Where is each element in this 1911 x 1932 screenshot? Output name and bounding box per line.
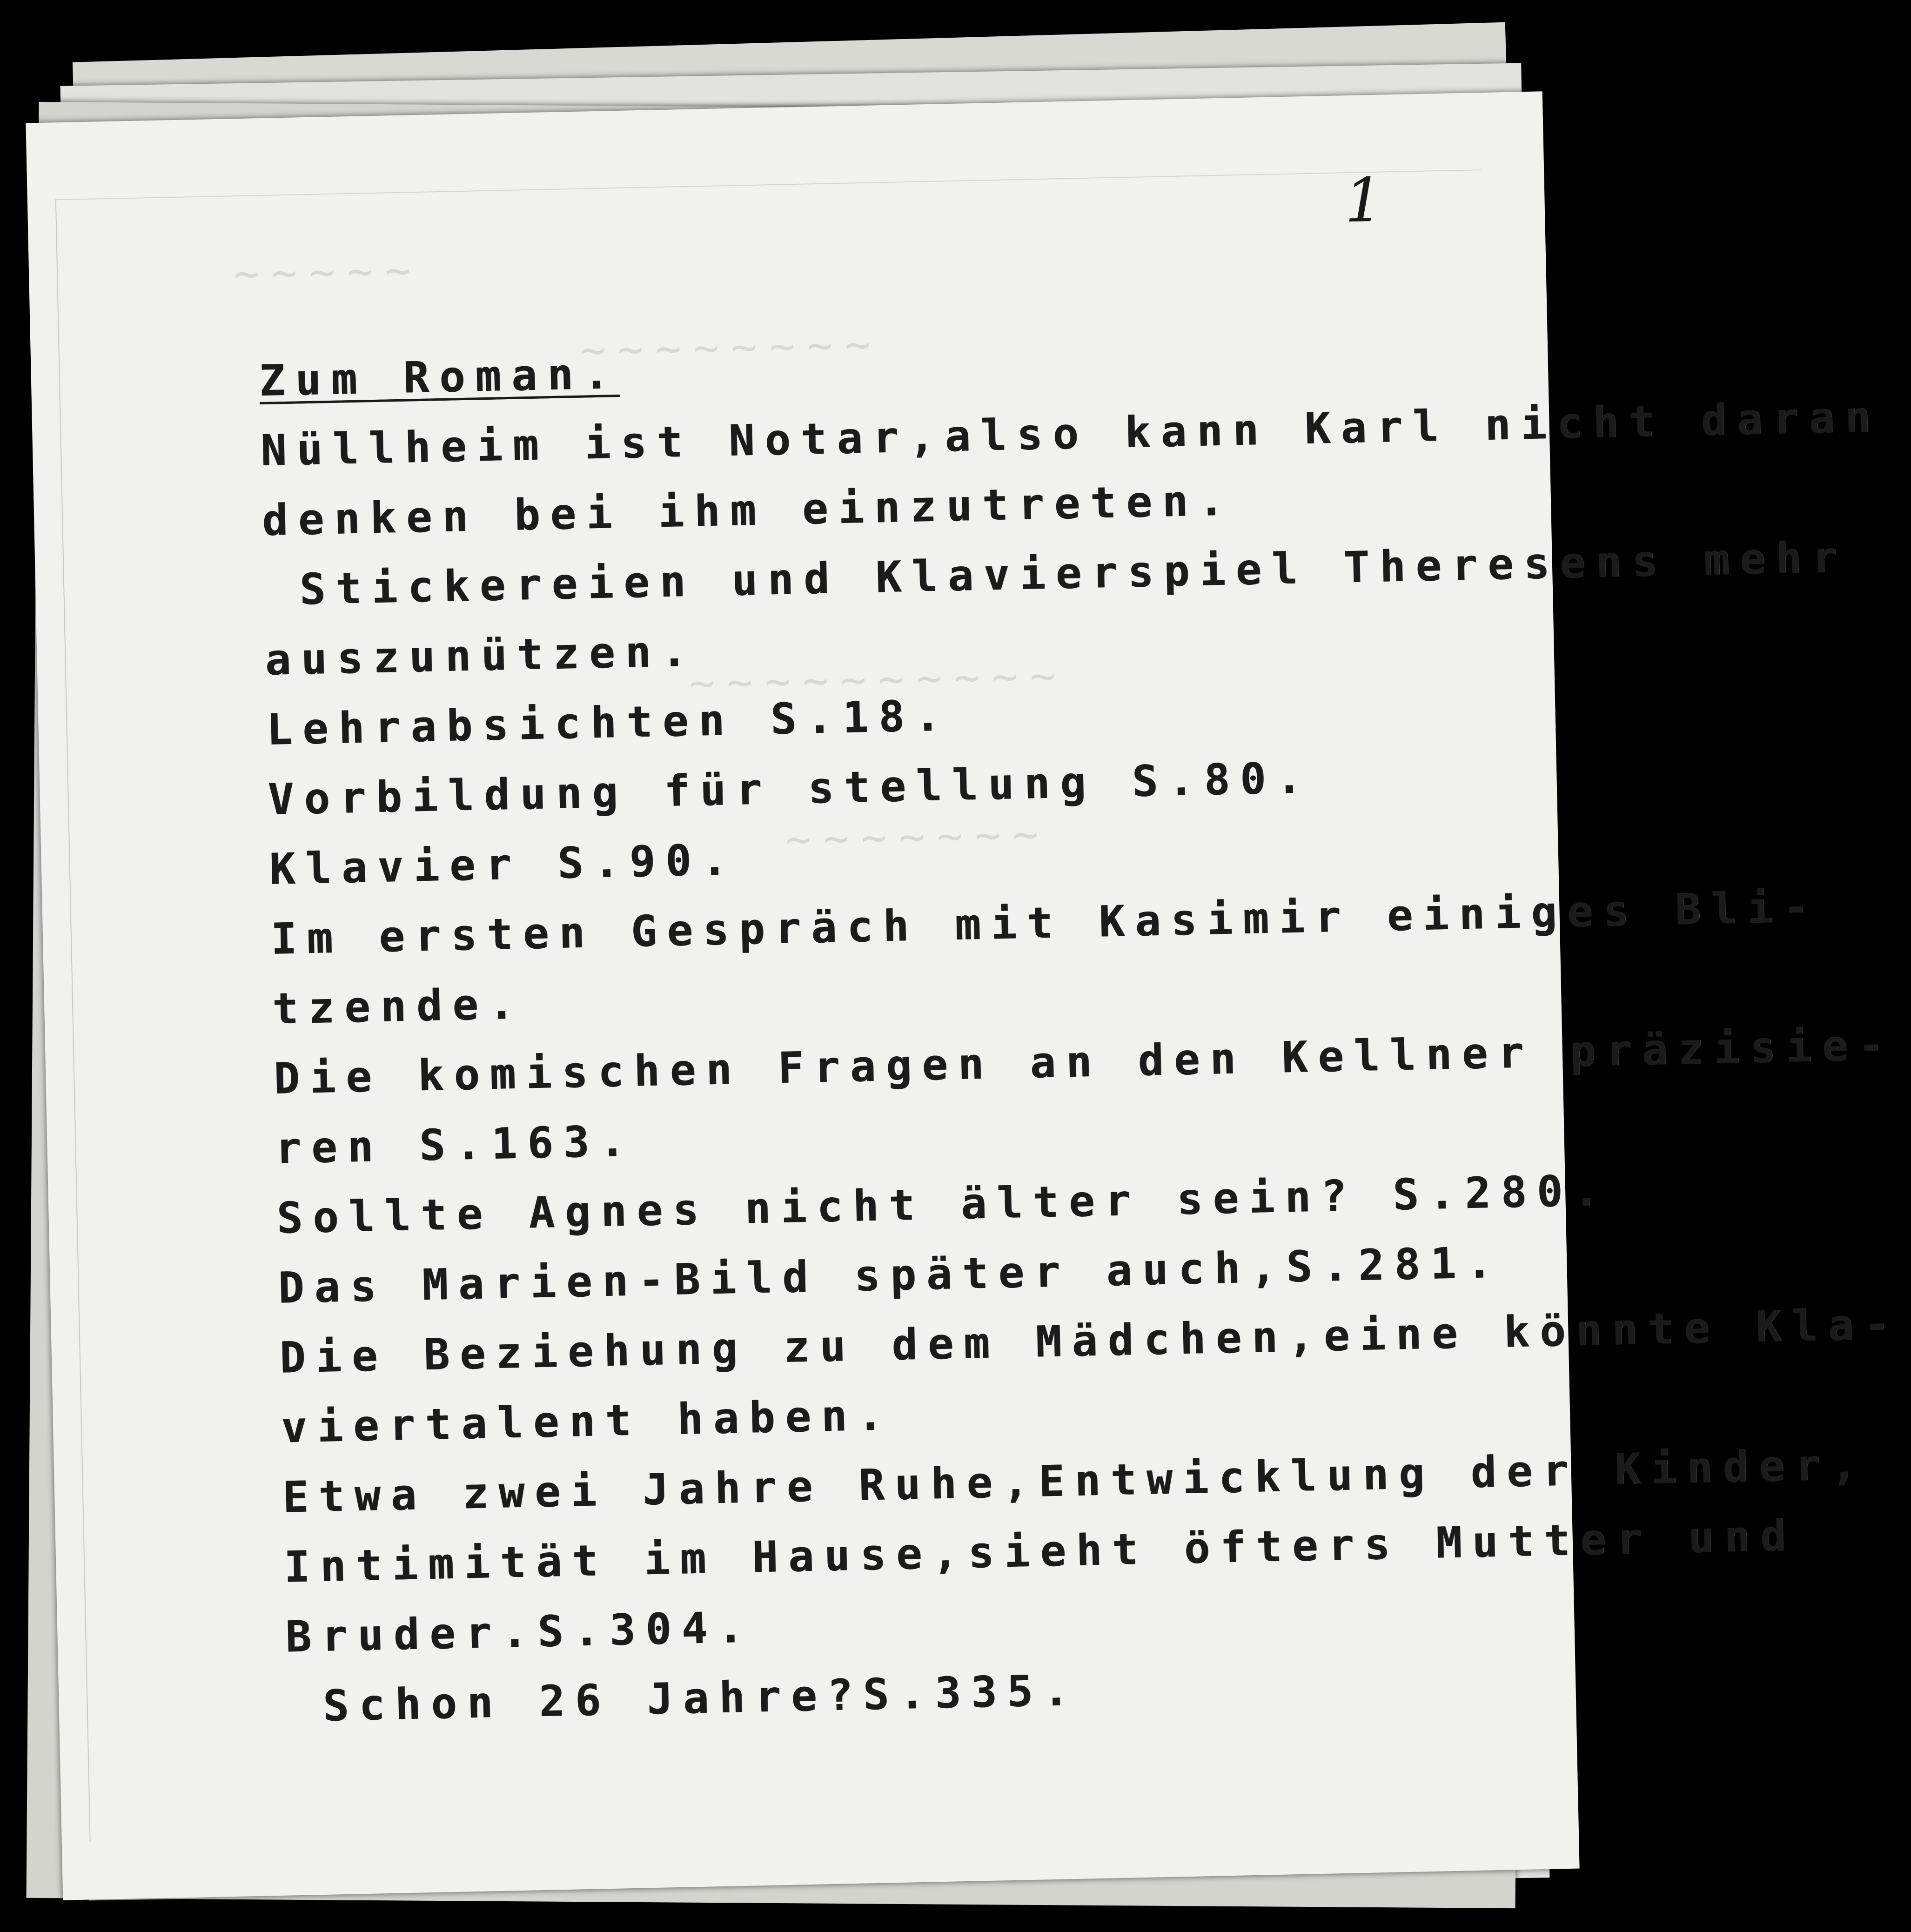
text-line: tzende. bbox=[272, 979, 525, 1034]
text-line: Klavier S.90. bbox=[268, 834, 738, 894]
text-line: Lehrabsichten S.18. bbox=[266, 691, 951, 755]
text-line: Das Marien-Bild später auch,S.281. bbox=[277, 1237, 1503, 1313]
text-line: Die komischen Fragen an den Kellner präzisie- bbox=[273, 1020, 1895, 1104]
text-line: Vorbildung für stellung S.80. bbox=[267, 752, 1313, 825]
text-line: Sollte Agnes nicht älter sein? S.280. bbox=[276, 1165, 1609, 1243]
show-through-text: ~~~~~~~~~~ bbox=[688, 650, 1068, 708]
heading: Zum Roman. bbox=[258, 348, 620, 406]
text-line: Im ersten Gespräch mit Kasimir einiges Bli- bbox=[270, 882, 1820, 964]
text-line: auszunützen. bbox=[264, 626, 698, 685]
text-line: ren S.163. bbox=[275, 1116, 636, 1174]
page-number: 1 bbox=[1343, 164, 1384, 236]
text-line: Intimität im Hause,sieht öfters Mutter und bbox=[283, 1510, 1797, 1592]
text-line: Schon 26 Jahre?S.335. bbox=[286, 1665, 1080, 1732]
show-through-text: ~~~~~~~ bbox=[785, 809, 1051, 865]
text-line: Etwa zwei Jahre Ruhe,Entwicklung der Kinder, bbox=[282, 1439, 1867, 1523]
text-line: viertalent haben. bbox=[281, 1390, 894, 1453]
typewritten-page bbox=[26, 91, 1900, 1900]
text-line: Bruder.S.304. bbox=[285, 1602, 754, 1662]
typed-text-block bbox=[259, 312, 1908, 1742]
text-line: Nüllheim ist Notar,also kann Karl nicht daran bbox=[260, 392, 1882, 476]
show-through-text: ~~~~~~~~ bbox=[579, 319, 883, 376]
text-line: denken bei ihm einzutreten. bbox=[262, 475, 1235, 546]
show-through-text: ~~~~~ bbox=[233, 245, 424, 299]
text-line: Die Beziehung zu dem Mädchen,eine könnte Kla- bbox=[279, 1299, 1900, 1383]
text-line: Stickereien und Klavierspiel Theresens mehr bbox=[263, 532, 1848, 616]
